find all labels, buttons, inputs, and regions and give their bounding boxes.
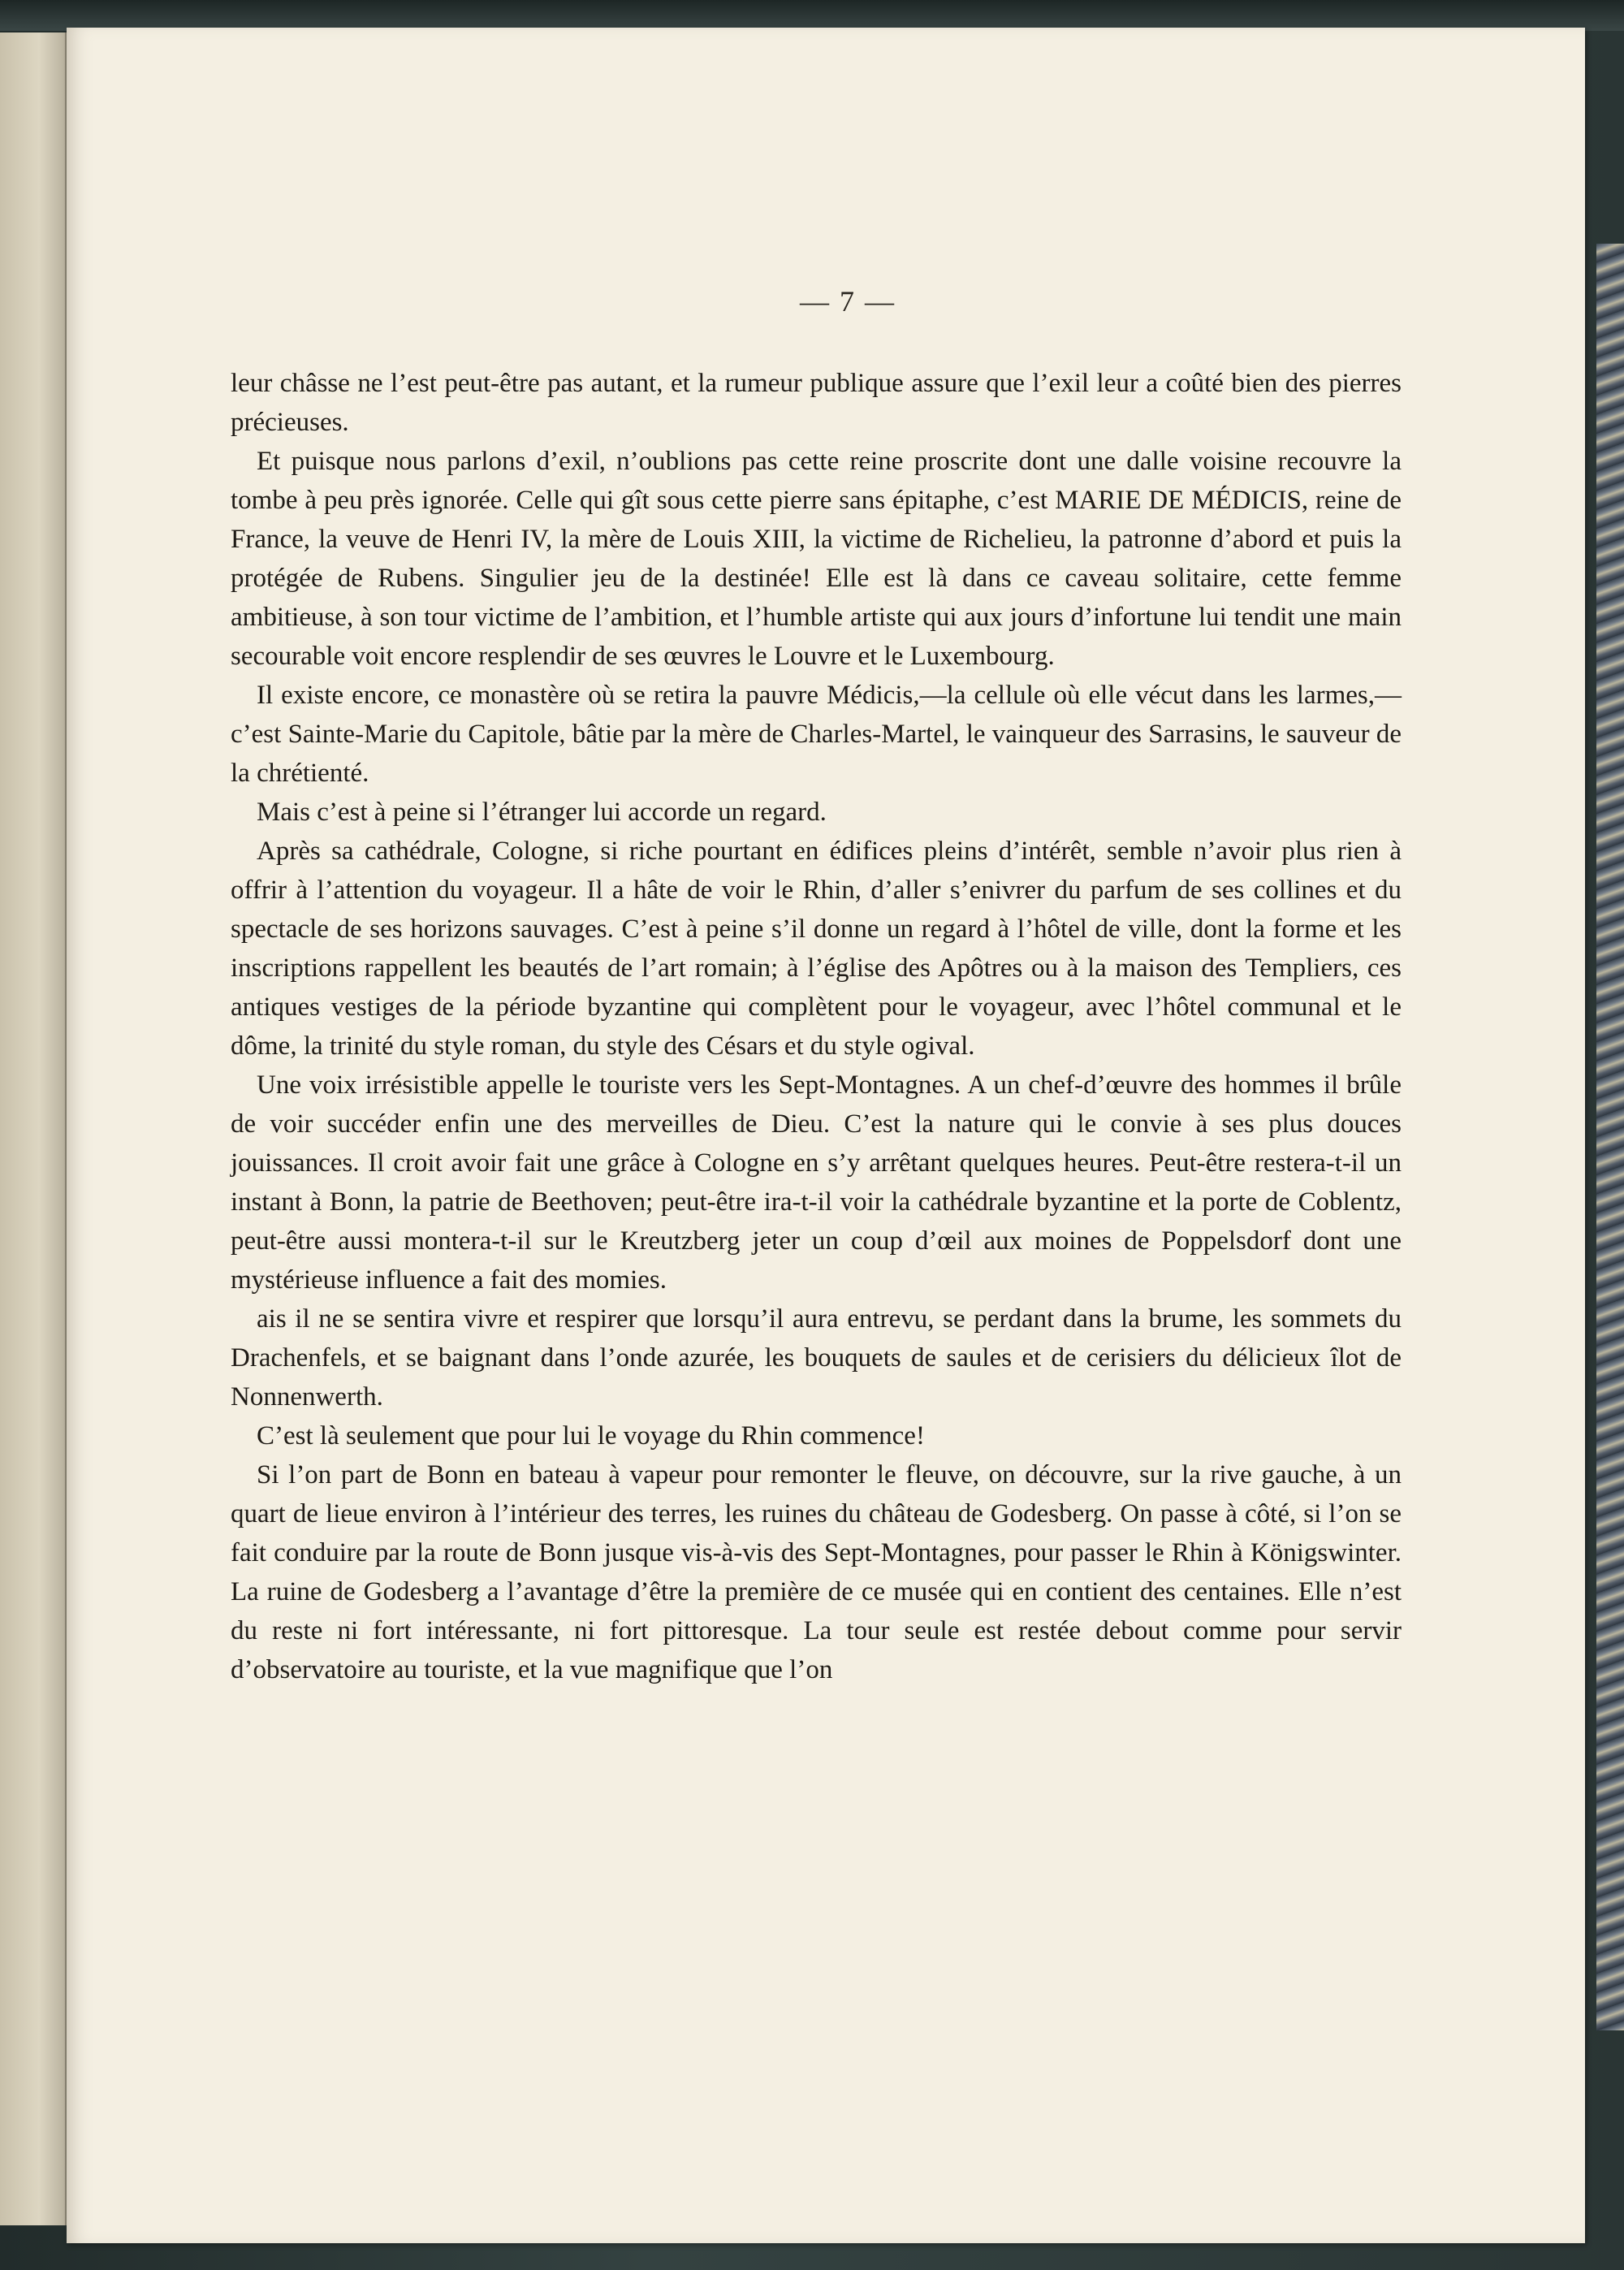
book-page <box>67 28 1585 2243</box>
paragraph: leur châsse ne l’est peut-être pas autant, et la rumeur publique assure que l’exil leur a coûté bien des pierres précieuses. <box>231 369 1402 437</box>
book-top-edge <box>0 0 1624 31</box>
paragraph: Après sa cathédrale, Cologne, si riche pourtant en édifices pleins d’intérêt, semble n’avoir plus rien à offrir à l’attention du voyageur. Il a hâte de voir le Rhin, d’aller s’enivrer du parfum de ses collines et du spectacle de ses horizons sauvages. C’est à peine s’il donne un regard à l’hôtel de ville, dont la forme et les inscriptions rappellent les beautés de l’art romain; à l’église des Apôtres ou à la maison des Templiers, ces antiques vestiges de la période byzantine qui complètent pour le voyageur, avec l’hôtel communal et le dôme, la trinité du style roman, du style des Césars et du style ogival. <box>231 837 1402 1061</box>
page-number: — 7 — <box>800 285 896 318</box>
page-text <box>231 364 1402 1689</box>
paragraph: Et puisque nous parlons d’exil, n’oublions pas cette reine proscrite dont une dalle voisine recouvre la tombe à peu près ignorée. Celle qui gît sous cette pierre sans épitaphe, c’est MARIE DE MÉDICIS, reine de France, la veuve de Henri IV, la mère de Louis XIII, la victime de Richelieu, la patronne d’abord et puis la protégée de Rubens. Singulier jeu de la destinée! Elle est là dans ce caveau solitaire, cette femme ambitieuse, à son tour victime de l’ambition, et l’humble artiste qui aux jours d’infortune lui tendit une main secourable voit encore resplendir de ses œuvres le Louvre et le Luxembourg. <box>231 447 1402 671</box>
paragraph: Une voix irrésistible appelle le touriste vers les Sept-Montagnes. A un chef-d’œuvre des hommes il brûle de voir succéder enfin une des merveilles de Dieu. C’est la nature qui le convie à ses plus douces jouissances. Il croit avoir fait une grâce à Cologne en s’y arrêtant quelques heures. Peut-être restera-t-il un instant à Bonn, la patrie de Beethoven; peut-être ira-t-il voir la cathédrale byzantine et la porte de Coblentz, peut-être aussi montera-t-il sur le Kreutzberg jeter un coup d’œil aux moines de Poppelsdorf dont une mystérieuse influence a fait des momies. <box>231 1070 1402 1295</box>
paragraph: Mais c’est à peine si l’étranger lui accorde un regard. <box>257 798 827 827</box>
paragraph: ais il ne se sentira vivre et respirer que lorsqu’il aura entrevu, se perdant dans la brume, les sommets du Drachenfels, et se baignant dans l’onde azurée, les bouquets de saules et de cerisiers du délicieux îlot de Nonnenwerth. <box>231 1304 1402 1412</box>
paragraph: Si l’on part de Bonn en bateau à vapeur pour remonter le fleuve, on découvre, sur la rive gauche, à un quart de lieue environ à l’intérieur des terres, les ruines du château de Godesberg. On passe à côté, si l’on se fait conduire par la route de Bonn jusque vis-à-vis des Sept-Montagnes, pour passer le Rhin à Königswinter. La ruine de Godesberg a l’avantage d’être la première de ce musée qui en contient des centaines. Elle n’est du reste ni fort intéressante, ni fort pittoresque. La tour seule est restée debout comme pour servir d’observatoire au touriste, et la vue magnifique que l’on <box>231 1460 1402 1684</box>
paragraph: Il existe encore, ce monastère où se retira la pauvre Médicis,—la cellule où elle vécut dans les larmes,—c’est Sainte-Marie du Capitole, bâtie par la mère de Charles-Martel, le vainqueur des Sarrasins, le sauveur de la chrétienté. <box>231 681 1402 788</box>
marbled-edge <box>1596 244 1624 2030</box>
facing-page-edge <box>0 32 67 2225</box>
paragraph: C’est là seulement que pour lui le voyage du Rhin commence! <box>257 1421 925 1451</box>
